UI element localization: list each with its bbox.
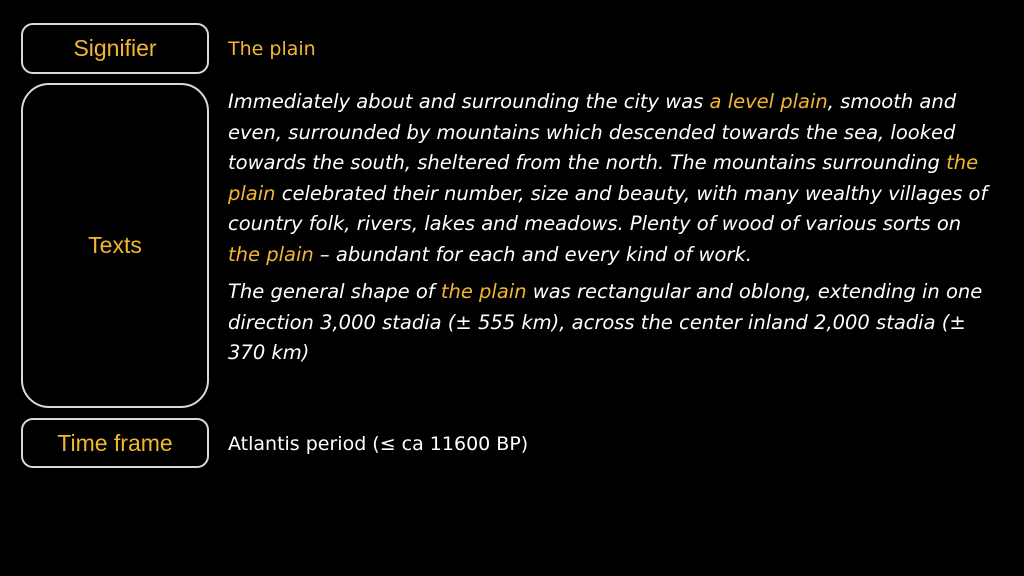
signifier-value: The plain <box>228 38 316 60</box>
texts-paragraph-1 <box>228 87 998 270</box>
text-segment: celebrated their number, size and beauty, with many wealthy villages of country folk, rivers, lakes and meadows. Plenty of wood of various sorts on <box>228 181 988 235</box>
text-segment: The general shape of <box>228 280 441 303</box>
signifier-label-box <box>21 23 209 74</box>
text-segment: – abundant for each and every kind of work. <box>313 242 752 266</box>
time-frame-label: Time frame <box>57 429 173 456</box>
text-segment: was rectangular and oblong, extending in one direction 3,000 stadia (± 555 km), across the center inland 2,000 stadia (± 370 km) <box>228 280 983 364</box>
texts-content <box>228 87 998 369</box>
texts-paragraph-2 <box>228 277 998 369</box>
highlight-the-plain: the plain <box>228 242 314 266</box>
highlight-the-plain: the plain <box>440 280 527 303</box>
text-segment: Immediately about and surrounding the city was <box>228 90 710 113</box>
highlight-a-level-plain: a level plain <box>709 90 828 113</box>
signifier-label: Signifier <box>73 35 157 61</box>
texts-label-box <box>21 83 209 408</box>
text-segment: , smooth and even, surrounded by mountains which descended towards the sea, looked towards the south, sheltered from the north. The mountains surrounding <box>228 90 957 174</box>
time-frame-value: Atlantis period (≤ ca 11600 BP) <box>228 433 529 455</box>
time-frame-label-box <box>21 418 209 468</box>
highlight-the-plain: the plain <box>228 151 979 205</box>
texts-label: Texts <box>88 232 142 258</box>
